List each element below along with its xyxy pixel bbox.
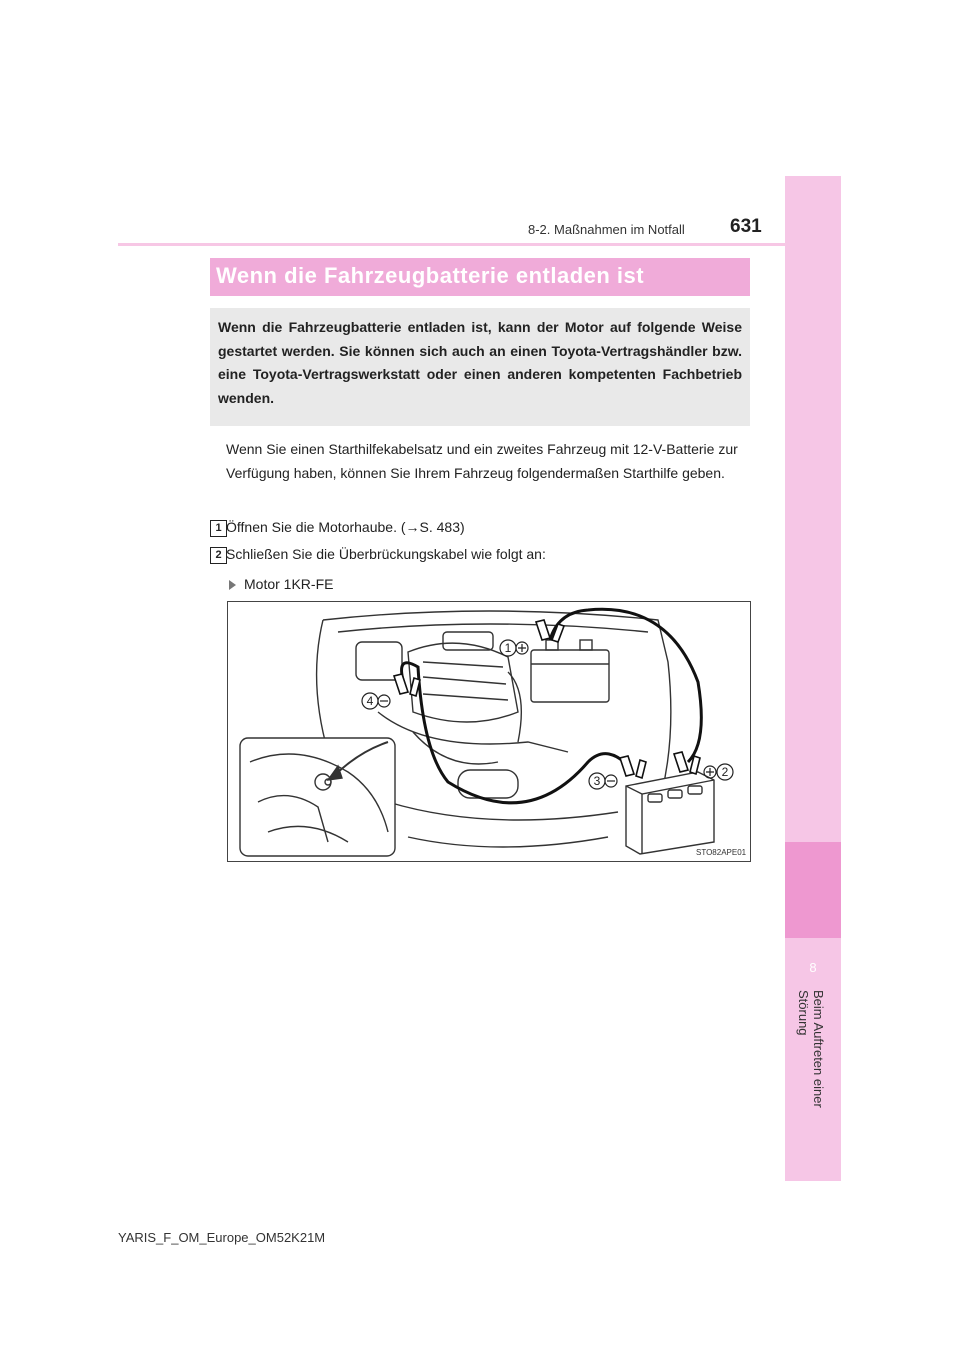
document-code: YARIS_F_OM_Europe_OM52K21M xyxy=(118,1230,326,1245)
chapter-label: Beim Auftreten einer Störung xyxy=(796,990,826,1108)
step-number-badge: 1 xyxy=(210,520,227,537)
figure-code: STO82APE01 xyxy=(696,848,747,857)
callout-3-label: 3 xyxy=(593,774,601,788)
body-text: Wenn Sie einen Starthilfekabelsatz und ein zweites Fahrzeug mit 12-V-Batterie zur Verfügung haben, können Sie Ihrem Fahrzeug folgendermaßen Starthilfe geben. xyxy=(226,441,738,481)
jump-start-illustration xyxy=(227,601,751,862)
callout-4-label: 4 xyxy=(366,694,374,708)
engine-bay-drawing xyxy=(228,602,750,861)
step-text: Schließen Sie die Überbrückungskabel wie folgt an: xyxy=(226,546,546,562)
chapter-side-tab-marker xyxy=(785,842,841,938)
intro-text: Wenn die Fahrzeugbatterie entladen ist, kann der Motor auf folgende Weise gestartet werden. Sie können sich auch an einen Toyota-Vertragshändler bzw. eine Toyota-Vertragswerkstatt oder einen anderen kompetenten Fachbetrieb wenden. xyxy=(218,319,742,406)
section-label: 8-2. Maßnahmen im Notfall xyxy=(528,222,685,237)
step-number-badge: 2 xyxy=(210,547,227,564)
title-bar xyxy=(210,258,750,296)
bullet-item xyxy=(229,576,333,592)
header-rule xyxy=(118,243,786,246)
callout-1-label: 1 xyxy=(504,641,512,655)
intro-box xyxy=(210,308,750,426)
step-text: Öffnen Sie die Motorhaube. (→S. 483) xyxy=(226,519,465,535)
chapter-number: 8 xyxy=(809,960,817,975)
page-title: Wenn die Fahrzeugbatterie entladen ist xyxy=(216,263,645,288)
triangle-bullet-icon xyxy=(229,580,236,590)
bullet-text: Motor 1KR-FE xyxy=(244,576,334,592)
page-number: 631 xyxy=(730,216,762,237)
callout-2-label: 2 xyxy=(721,765,729,779)
